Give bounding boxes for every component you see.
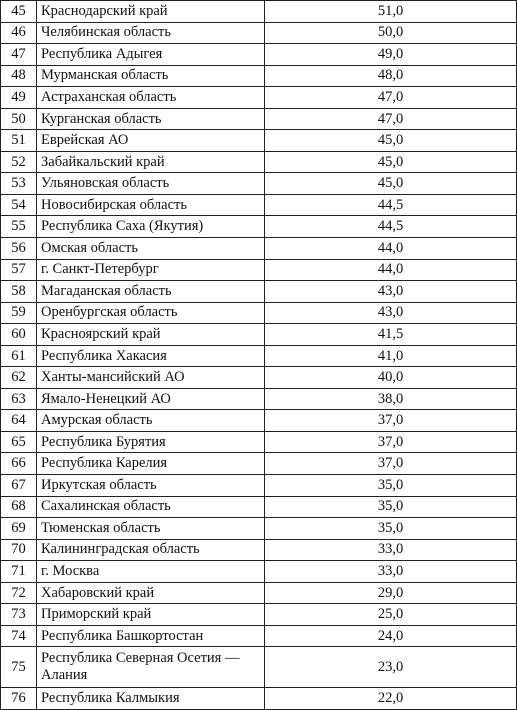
- region-name: Республика Карелия: [37, 453, 265, 475]
- table-row: [1, 194, 517, 216]
- table-row: [1, 475, 517, 497]
- region-value: 49,0: [265, 44, 517, 66]
- row-number: 56: [1, 238, 37, 260]
- region-value: 35,0: [265, 496, 517, 518]
- region-value: 24,0: [265, 625, 517, 647]
- row-number: 48: [1, 65, 37, 87]
- row-number: 72: [1, 582, 37, 604]
- region-name: Магаданская область: [37, 281, 265, 303]
- table-row: [1, 259, 517, 281]
- table-row: [1, 345, 517, 367]
- table-row: [1, 582, 517, 604]
- table-row: [1, 518, 517, 540]
- region-value: 50,0: [265, 22, 517, 44]
- region-value: 37,0: [265, 431, 517, 453]
- row-number: 54: [1, 194, 37, 216]
- table-row: [1, 539, 517, 561]
- region-value: 44,0: [265, 238, 517, 260]
- region-value: 23,0: [265, 647, 517, 688]
- region-name: Республика Саха (Якутия): [37, 216, 265, 238]
- region-name: Оренбургская область: [37, 302, 265, 324]
- row-number: 50: [1, 108, 37, 130]
- region-value: 25,0: [265, 604, 517, 626]
- row-number: 52: [1, 151, 37, 173]
- region-name: Ханты-мансийский АО: [37, 367, 265, 389]
- table-row: [1, 65, 517, 87]
- region-name: Ямало-Ненецкий АО: [37, 388, 265, 410]
- table-row: [1, 22, 517, 44]
- region-value: 41,0: [265, 345, 517, 367]
- row-number: 60: [1, 324, 37, 346]
- region-name: Новосибирская область: [37, 194, 265, 216]
- region-name: Республика Северная Осетия — Алания: [37, 647, 265, 688]
- region-value: 33,0: [265, 539, 517, 561]
- table-row: [1, 302, 517, 324]
- row-number: 61: [1, 345, 37, 367]
- region-name: Еврейская АО: [37, 130, 265, 152]
- region-value: 47,0: [265, 87, 517, 109]
- region-name: Тюменская область: [37, 518, 265, 540]
- row-number: 63: [1, 388, 37, 410]
- region-name: Амурская область: [37, 410, 265, 432]
- row-number: 70: [1, 539, 37, 561]
- region-value: 51,0: [265, 1, 517, 23]
- row-number: 75: [1, 647, 37, 688]
- table-row: [1, 130, 517, 152]
- table-row: [1, 151, 517, 173]
- table-row: [1, 410, 517, 432]
- row-number: 51: [1, 130, 37, 152]
- table-row: [1, 367, 517, 389]
- table-row: [1, 44, 517, 66]
- row-number: 68: [1, 496, 37, 518]
- region-name: Забайкальский край: [37, 151, 265, 173]
- table-row: [1, 238, 517, 260]
- row-number: 47: [1, 44, 37, 66]
- region-value: 35,0: [265, 475, 517, 497]
- region-value: 44,5: [265, 194, 517, 216]
- table-row: [1, 324, 517, 346]
- region-value: 44,0: [265, 259, 517, 281]
- region-name: Астраханская область: [37, 87, 265, 109]
- region-name: Республика Бурятия: [37, 431, 265, 453]
- table-row: [1, 647, 517, 688]
- row-number: 73: [1, 604, 37, 626]
- row-number: 71: [1, 561, 37, 583]
- row-number: 53: [1, 173, 37, 195]
- row-number: 66: [1, 453, 37, 475]
- region-value: 22,0: [265, 688, 517, 710]
- row-number: 74: [1, 625, 37, 647]
- table-row: [1, 173, 517, 195]
- region-value: 35,0: [265, 518, 517, 540]
- region-value: 47,0: [265, 108, 517, 130]
- table-row: [1, 453, 517, 475]
- region-name: Ульяновская область: [37, 173, 265, 195]
- region-name: Иркутская область: [37, 475, 265, 497]
- region-name: Республика Башкортостан: [37, 625, 265, 647]
- row-number: 65: [1, 431, 37, 453]
- row-number: 57: [1, 259, 37, 281]
- region-value: 41,5: [265, 324, 517, 346]
- table-row: [1, 388, 517, 410]
- region-name: Омская область: [37, 238, 265, 260]
- region-name: Республика Адыгея: [37, 44, 265, 66]
- table-row: [1, 431, 517, 453]
- table-row: [1, 625, 517, 647]
- row-number: 46: [1, 22, 37, 44]
- row-number: 69: [1, 518, 37, 540]
- region-name: Красноярский край: [37, 324, 265, 346]
- table-row: [1, 688, 517, 710]
- table-row: [1, 281, 517, 303]
- region-value: 40,0: [265, 367, 517, 389]
- region-value: 38,0: [265, 388, 517, 410]
- table-row: [1, 561, 517, 583]
- region-name: Сахалинская область: [37, 496, 265, 518]
- region-value: 29,0: [265, 582, 517, 604]
- row-number: 64: [1, 410, 37, 432]
- row-number: 76: [1, 688, 37, 710]
- region-value: 44,5: [265, 216, 517, 238]
- region-name: г. Санкт-Петербург: [37, 259, 265, 281]
- region-value: 43,0: [265, 281, 517, 303]
- table-row: [1, 108, 517, 130]
- row-number: 45: [1, 1, 37, 23]
- region-value: 37,0: [265, 410, 517, 432]
- region-name: Республика Хакасия: [37, 345, 265, 367]
- region-value: 33,0: [265, 561, 517, 583]
- region-value: 45,0: [265, 151, 517, 173]
- region-value: 45,0: [265, 130, 517, 152]
- region-value: 37,0: [265, 453, 517, 475]
- row-number: 55: [1, 216, 37, 238]
- row-number: 62: [1, 367, 37, 389]
- table-row: [1, 87, 517, 109]
- region-name: Краснодарский край: [37, 1, 265, 23]
- region-name: Мурманская область: [37, 65, 265, 87]
- region-name: Республика Калмыкия: [37, 688, 265, 710]
- table-row: [1, 216, 517, 238]
- row-number: 67: [1, 475, 37, 497]
- region-name: Калининградская область: [37, 539, 265, 561]
- region-name: Хабаровский край: [37, 582, 265, 604]
- row-number: 49: [1, 87, 37, 109]
- table-row: [1, 496, 517, 518]
- region-name: Приморский край: [37, 604, 265, 626]
- region-name: Челябинская область: [37, 22, 265, 44]
- region-value: 43,0: [265, 302, 517, 324]
- table-row: [1, 604, 517, 626]
- region-name: г. Москва: [37, 561, 265, 583]
- region-name: Курганская область: [37, 108, 265, 130]
- row-number: 58: [1, 281, 37, 303]
- region-value: 45,0: [265, 173, 517, 195]
- regions-table-body: [1, 1, 517, 710]
- table-row: [1, 1, 517, 23]
- row-number: 59: [1, 302, 37, 324]
- region-value: 48,0: [265, 65, 517, 87]
